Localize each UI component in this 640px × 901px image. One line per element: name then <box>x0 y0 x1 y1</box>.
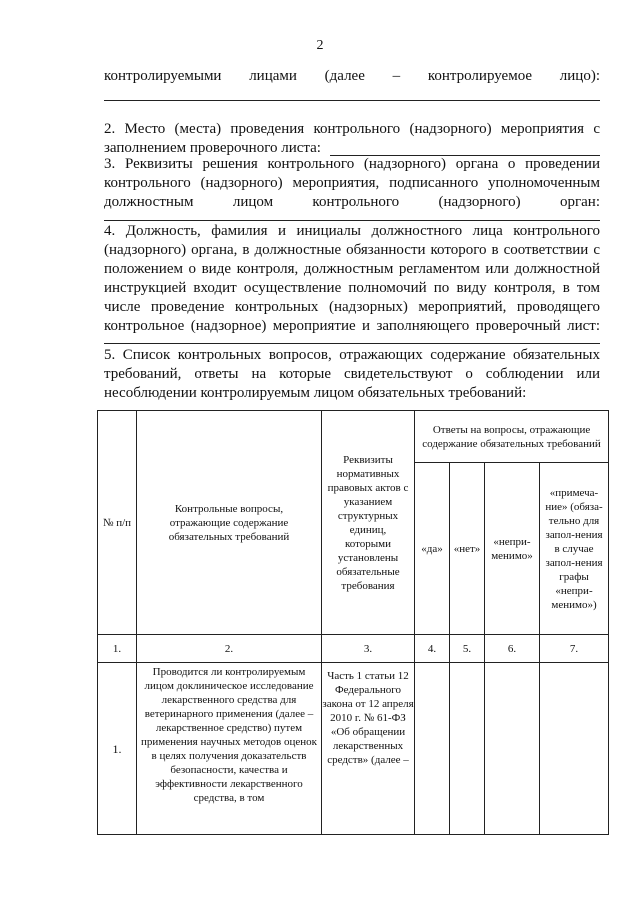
column-number: 3. <box>322 635 415 663</box>
section-5-line: несоблюдении контролируемым лицом обязательных требований: <box>104 385 527 401</box>
header-not-applicable: «непри-менимо» <box>485 463 540 635</box>
header-note: «примеча-ние» (обяза-тельно для запол-нения в случае запол-нения графы «непри-менимо») <box>540 463 609 635</box>
text-line: контролируемыми лицами (далее – контролируемое лицо): <box>104 68 600 84</box>
header-requisites: Реквизиты нормативных правовых актов с указанием структурных единиц, которыми установлены обязательные требования <box>322 411 415 635</box>
column-number: 6. <box>485 635 540 663</box>
checklist-table <box>97 410 609 835</box>
section-5-line: 5. Список контрольных вопросов, отражающих содержание обязательных <box>104 347 600 363</box>
header-num: № п/п <box>98 411 137 635</box>
header-answers-group: Ответы на вопросы, отражающие содержание обязательных требований <box>415 411 609 463</box>
column-numbers-row <box>98 635 609 663</box>
row-number: 1. <box>98 663 137 835</box>
section-4-line: инструкцией входит осуществление полномочий по виду контроля, в том <box>104 280 600 296</box>
section-3-line: должностным лицом контрольного (надзорного) орган: <box>104 194 600 210</box>
column-number: 7. <box>540 635 609 663</box>
table-row <box>98 663 609 835</box>
header-no: «нет» <box>450 463 485 635</box>
section-4-line: контрольное (надзорное) мероприятие и заполняющего проверочный лист: <box>104 318 600 334</box>
column-number: 1. <box>98 635 137 663</box>
blank-line <box>104 220 600 221</box>
section-5-line: требований, ответы на которые свидетельствуют о соблюдении или <box>104 366 600 382</box>
header-questions: Контрольные вопросы, отражающие содержание обязательных требований <box>137 411 322 635</box>
section-4-line: числе проведение контрольных (надзорных) мероприятий, проводящего <box>104 299 600 315</box>
section-4-line: положением о виде контроля, должностным регламентом или должностной <box>104 261 600 277</box>
section-4-line: 4. Должность, фамилия и инициалы должностного лица контрольного <box>104 223 600 239</box>
header-yes: «да» <box>415 463 450 635</box>
section-3-line: контрольного (надзорного) мероприятия, подписанного уполномоченным <box>104 175 600 191</box>
section-3-line: 3. Реквизиты решения контрольного (надзорного) органа о проведении <box>104 156 600 172</box>
answer-yes-cell[interactable] <box>415 663 450 835</box>
column-number: 2. <box>137 635 322 663</box>
section-2-line: заполнением проверочного листа: <box>104 140 321 156</box>
page-number: 2 <box>316 38 324 53</box>
answer-note-cell[interactable] <box>540 663 609 835</box>
blank-line <box>104 100 600 101</box>
row-requisite: Часть 1 статьи 12 Федерального закона от 12 апреля 2010 г. № 61-ФЗ «Об обращении лекарственных средств» (далее – <box>322 663 415 835</box>
answer-no-cell[interactable] <box>450 663 485 835</box>
row-question: Проводится ли контролируемым лицом доклиническое исследование лекарственного средства для ветеринарного применения (далее – лекарственное средство) путем применения научных методов оценок в целях получения доказательств безопасности, качества и эффективности лекарственного средства, в том <box>137 663 322 835</box>
answer-na-cell[interactable] <box>485 663 540 835</box>
section-2-line: 2. Место (места) проведения контрольного (надзорного) мероприятия с <box>104 121 600 137</box>
column-number: 4. <box>415 635 450 663</box>
section-4-line: (надзорного) органа, в должностные обязанности которого в соответствии с <box>104 242 600 258</box>
column-number: 5. <box>450 635 485 663</box>
blank-line <box>104 343 600 344</box>
